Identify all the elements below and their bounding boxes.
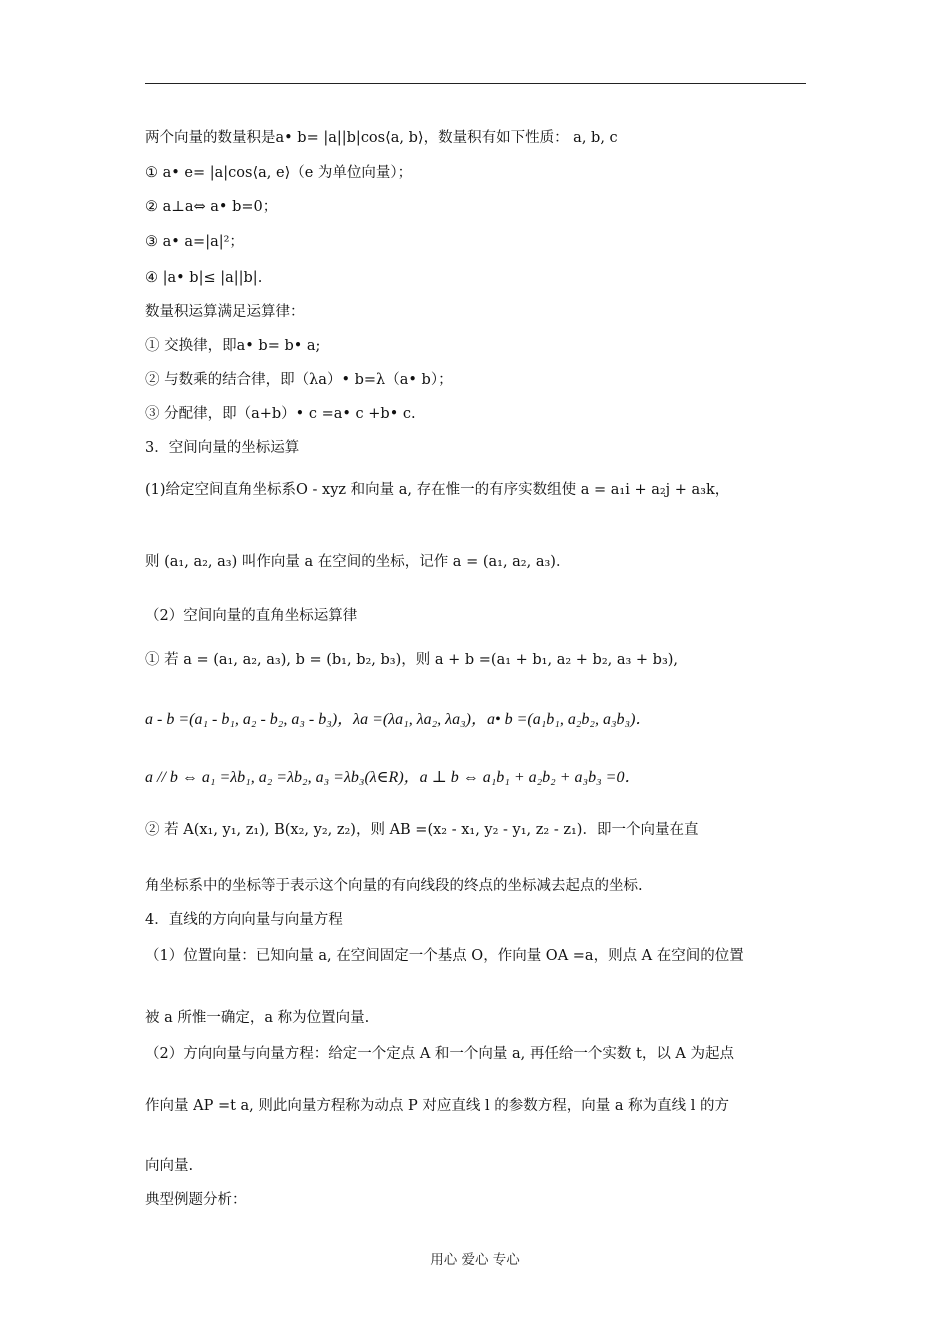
text-line-6: 数量积运算满足运算律：: [145, 304, 305, 320]
text-line-3: ② a⊥a⇔ a• b=0；: [145, 199, 278, 215]
text-line-12: 则 (a₁, a₂, a₃) 叫作向量 a 在空间的坐标，记作 a = (a₁, a₂, a₃)．: [145, 554, 571, 570]
text-line-17: ② 若 A(x₁, y₁, z₁), B(x₂, y₂, z₂)，则 AB =(x₂ - x₁, y₂ - y₁, z₂ - z₁)．即一个向量在直: [145, 822, 699, 838]
text-line-21: 被 a 所惟一确定，a 称为位置向量.: [145, 1010, 370, 1026]
text-line-13: （2）空间向量的直角坐标运算律: [145, 608, 358, 624]
text-line-23: 作向量 AP =t a, 则此向量方程称为动点 P 对应直线 l 的参数方程，向量 a 称为直线 l 的方: [145, 1098, 729, 1114]
text-line-2: ① a• e= |a|cos⟨a, e⟩（e 为单位向量）；: [145, 165, 413, 181]
section-heading-examples: 典型例题分析：: [145, 1192, 247, 1208]
header-rule: [145, 83, 806, 84]
text-line-5: ④ |a• b|≤ |a||b|.: [145, 270, 263, 286]
text-line-1: 两个向量的数量积是a• b= |a||b|cos⟨a, b⟩，数量积有如下性质： a, b, c: [145, 130, 618, 146]
text-line-20: （1）位置向量：已知向量 a, 在空间固定一个基点 O，作向量 OA =a，则点 A 在空间的位置: [145, 948, 744, 964]
text-line-18: 角坐标系中的坐标等于表示这个向量的有向线段的终点的坐标减去起点的坐标.: [145, 878, 643, 894]
formula-line-15: a - b =(a₁ - b₁, a₂ - b₂, a₃ - b₃)，λa =(λa₁, λa₂, λa₃)，a• b =(a₁b₁, a₂b₂, a₃b₃)．: [145, 711, 652, 728]
text-line-24: 向向量.: [145, 1158, 194, 1174]
text-line-7: ① 交换律，即a• b= b• a;: [145, 338, 321, 354]
text-line-8: ② 与数乘的结合律，即（λa）• b=λ（a• b）；: [145, 372, 453, 388]
section-heading-4: 4．直线的方向向量与向量方程: [145, 912, 343, 928]
text-line-9: ③ 分配律，即（a+b）• c =a• c +b• c.: [145, 406, 416, 422]
text-line-22: （2）方向向量与向量方程：给定一个定点 A 和一个向量 a, 再任给一个实数 t，以 A 为起点: [145, 1046, 735, 1062]
text-line-11: (1)给定空间直角坐标系O - xyz 和向量 a, 存在惟一的有序实数组使 a = a₁i + a₂j + a₃k，: [145, 482, 730, 498]
formula-line-16: a // b ⇔ a₁ =λb₁, a₂ =λb₂, a₃ =λb₃(λ∈R)，a ⊥ b ⇔ a₁b₁ + a₂b₂ + a₃b₃ =0．: [145, 769, 641, 786]
section-heading-3: 3．空间向量的坐标运算: [145, 440, 300, 456]
text-line-14: ① 若 a = (a₁, a₂, a₃), b = (b₁, b₂, b₃)，则 a + b =(a₁ + b₁, a₂ + b₂, a₃ + b₃),: [145, 652, 679, 668]
page-footer: 用心 爱心 专心: [430, 1252, 520, 1268]
text-line-4: ③ a• a=|a|²；: [145, 234, 244, 250]
